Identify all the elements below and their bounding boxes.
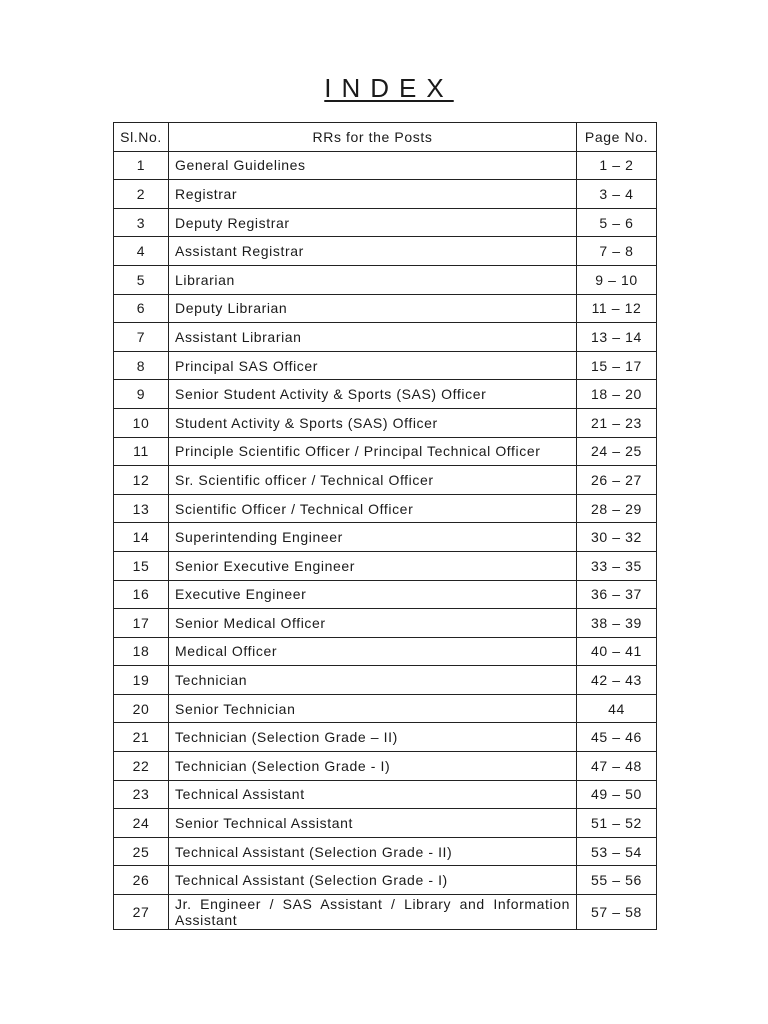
row-post-name: Jr. Engineer / SAS Assistant / Library and Information Assistant <box>169 895 577 930</box>
row-sl-no: 10 <box>114 408 169 437</box>
table-row <box>114 694 657 723</box>
row-sl-no: 2 <box>114 180 169 209</box>
page-title: INDEX <box>324 73 454 103</box>
table-header-row <box>114 123 657 152</box>
row-post-name: Executive Engineer <box>169 580 577 609</box>
table-row <box>114 437 657 466</box>
row-post-name: Deputy Registrar <box>169 208 577 237</box>
row-sl-no: 26 <box>114 866 169 895</box>
row-sl-no: 25 <box>114 837 169 866</box>
row-post-name: Technical Assistant (Selection Grade - II) <box>169 837 577 866</box>
table-row <box>114 523 657 552</box>
row-post-name: Superintending Engineer <box>169 523 577 552</box>
row-post-name: Senior Executive Engineer <box>169 551 577 580</box>
row-post-name: Senior Technician <box>169 694 577 723</box>
row-sl-no: 20 <box>114 694 169 723</box>
table-row <box>114 551 657 580</box>
table-row <box>114 809 657 838</box>
row-page-range: 7 – 8 <box>577 237 657 266</box>
row-post-name: Senior Technical Assistant <box>169 809 577 838</box>
row-sl-no: 14 <box>114 523 169 552</box>
header-sl-no: Sl.No. <box>114 123 169 152</box>
row-page-range: 5 – 6 <box>577 208 657 237</box>
row-page-range: 30 – 32 <box>577 523 657 552</box>
row-page-range: 47 – 48 <box>577 752 657 781</box>
table-row <box>114 294 657 323</box>
row-post-name: Senior Medical Officer <box>169 609 577 638</box>
row-sl-no: 18 <box>114 637 169 666</box>
row-post-name: Librarian <box>169 265 577 294</box>
table-row <box>114 151 657 180</box>
row-sl-no: 1 <box>114 151 169 180</box>
table-row <box>114 180 657 209</box>
table-row <box>114 380 657 409</box>
table-row <box>114 408 657 437</box>
table-row <box>114 780 657 809</box>
row-sl-no: 5 <box>114 265 169 294</box>
row-page-range: 15 – 17 <box>577 351 657 380</box>
row-post-name: Sr. Scientific officer / Technical Officer <box>169 466 577 495</box>
table-row <box>114 866 657 895</box>
table-row <box>114 237 657 266</box>
row-page-range: 21 – 23 <box>577 408 657 437</box>
table-row <box>114 637 657 666</box>
table-row <box>114 351 657 380</box>
row-page-range: 44 <box>577 694 657 723</box>
row-page-range: 49 – 50 <box>577 780 657 809</box>
header-page-no: Page No. <box>577 123 657 152</box>
table-row <box>114 837 657 866</box>
row-page-range: 55 – 56 <box>577 866 657 895</box>
row-page-range: 45 – 46 <box>577 723 657 752</box>
row-sl-no: 24 <box>114 809 169 838</box>
row-page-range: 57 – 58 <box>577 895 657 930</box>
row-page-range: 28 – 29 <box>577 494 657 523</box>
row-sl-no: 21 <box>114 723 169 752</box>
row-sl-no: 17 <box>114 609 169 638</box>
row-post-name: Medical Officer <box>169 637 577 666</box>
row-post-name: Deputy Librarian <box>169 294 577 323</box>
row-sl-no: 23 <box>114 780 169 809</box>
row-page-range: 13 – 14 <box>577 323 657 352</box>
row-sl-no: 9 <box>114 380 169 409</box>
table-row <box>114 723 657 752</box>
table-row <box>114 265 657 294</box>
table-body <box>114 151 657 929</box>
row-post-name: Principle Scientific Officer / Principal Technical Officer <box>169 437 577 466</box>
row-post-name: Student Activity & Sports (SAS) Officer <box>169 408 577 437</box>
row-sl-no: 12 <box>114 466 169 495</box>
table-row <box>114 752 657 781</box>
row-sl-no: 15 <box>114 551 169 580</box>
row-page-range: 9 – 10 <box>577 265 657 294</box>
row-post-name: Senior Student Activity & Sports (SAS) Officer <box>169 380 577 409</box>
table-row <box>114 208 657 237</box>
row-page-range: 38 – 39 <box>577 609 657 638</box>
row-post-name: Technician <box>169 666 577 695</box>
table-row <box>114 609 657 638</box>
row-page-range: 18 – 20 <box>577 380 657 409</box>
row-post-name: Technician (Selection Grade – II) <box>169 723 577 752</box>
table-row <box>114 666 657 695</box>
row-page-range: 24 – 25 <box>577 437 657 466</box>
row-sl-no: 6 <box>114 294 169 323</box>
row-sl-no: 7 <box>114 323 169 352</box>
row-page-range: 33 – 35 <box>577 551 657 580</box>
row-sl-no: 16 <box>114 580 169 609</box>
row-sl-no: 3 <box>114 208 169 237</box>
row-page-range: 36 – 37 <box>577 580 657 609</box>
row-sl-no: 22 <box>114 752 169 781</box>
row-sl-no: 4 <box>114 237 169 266</box>
row-sl-no: 13 <box>114 494 169 523</box>
row-post-name: Technical Assistant (Selection Grade - I) <box>169 866 577 895</box>
row-post-name: Assistant Registrar <box>169 237 577 266</box>
row-sl-no: 8 <box>114 351 169 380</box>
row-page-range: 42 – 43 <box>577 666 657 695</box>
row-post-name: Registrar <box>169 180 577 209</box>
row-post-name: Principal SAS Officer <box>169 351 577 380</box>
row-post-name: Scientific Officer / Technical Officer <box>169 494 577 523</box>
table-row <box>114 895 657 930</box>
row-page-range: 3 – 4 <box>577 180 657 209</box>
table-row <box>114 323 657 352</box>
row-page-range: 1 – 2 <box>577 151 657 180</box>
row-post-name: Technical Assistant <box>169 780 577 809</box>
header-post: RRs for the Posts <box>169 123 577 152</box>
row-sl-no: 27 <box>114 895 169 930</box>
row-page-range: 26 – 27 <box>577 466 657 495</box>
row-post-name: Assistant Librarian <box>169 323 577 352</box>
row-sl-no: 19 <box>114 666 169 695</box>
row-post-name: Technician (Selection Grade - I) <box>169 752 577 781</box>
index-table <box>113 122 657 930</box>
table-row <box>114 580 657 609</box>
row-sl-no: 11 <box>114 437 169 466</box>
row-page-range: 40 – 41 <box>577 637 657 666</box>
row-post-name: General Guidelines <box>169 151 577 180</box>
row-page-range: 51 – 52 <box>577 809 657 838</box>
row-page-range: 53 – 54 <box>577 837 657 866</box>
table-row <box>114 466 657 495</box>
table-row <box>114 494 657 523</box>
row-page-range: 11 – 12 <box>577 294 657 323</box>
